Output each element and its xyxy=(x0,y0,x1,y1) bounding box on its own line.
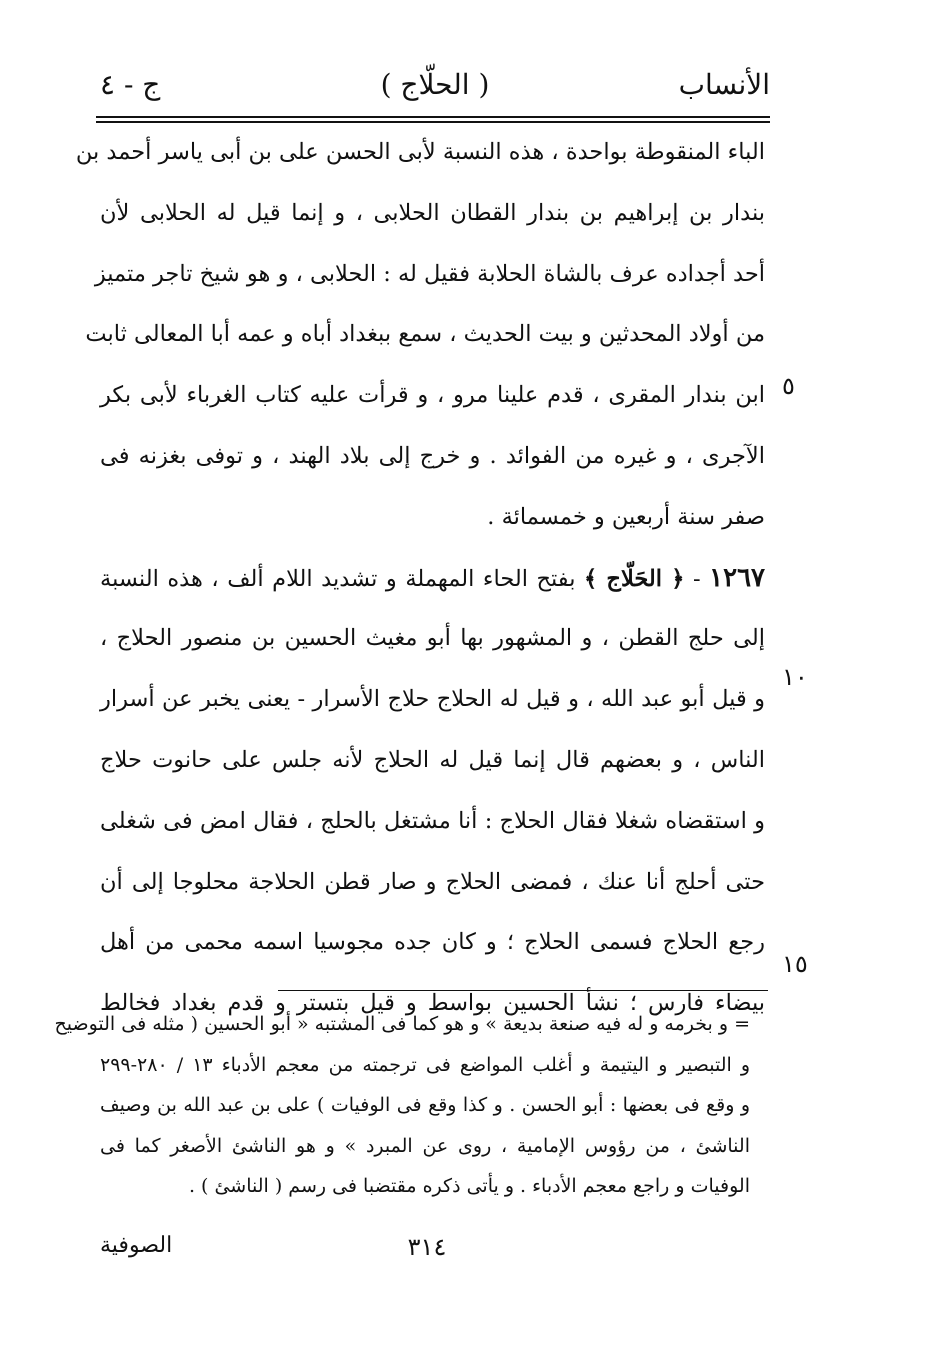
footnote-line: و التبصير و اليتيمة و أغلب المواضع فى ترجمته من معجم الأدباء ١٣ / ٢٨٠-٢٩٩ xyxy=(100,1053,751,1076)
text-line: و قيل أبو عبد الله ، و قيل له الحلاج حلاج الأسرار - يعنى يخبر عن أسرار xyxy=(100,686,765,713)
footnote-line: = و بخرمه و له فيه صنعة بديعة » و هو كما فى المشتبه « أبو الحسين ( مثله فى التوضيح xyxy=(54,1013,750,1035)
footnote-body xyxy=(54,1004,751,1207)
text-line: بندار بن إبراهيم بن بندار القطان الحلابى ، و إنما قيل له الحلابى لأن xyxy=(100,199,765,226)
text-line: بيضاء فارس ؛ نشأ الحسين بواسط و قيل بتستر و قدم بغداد فخالط xyxy=(100,990,765,1017)
entry-term: ﴿ الحَلّاج ﴾ xyxy=(584,565,685,592)
line-number-5: ٥ xyxy=(782,372,795,400)
footnote-line: الناشئ ، من رؤوس الإمامية ، روى عن المبرد » و هو الناشئ الأصغر كما فى xyxy=(100,1134,750,1157)
signature-mark: الصوفية xyxy=(100,1233,173,1258)
entry-heading-line xyxy=(100,548,765,609)
text-line: إلى حلج القطن ، و المشهور بها أبو مغيث الحسين بن منصور الحلاج ، xyxy=(100,625,765,652)
text-line: حتى أحلج أنا عنك ، فمضى الحلاج و صار قطن الحلاجة محلوجا إلى أن xyxy=(100,868,765,895)
entry-number: ١٢٦٧ xyxy=(709,562,766,593)
main-text-body xyxy=(75,122,766,1034)
header-rule xyxy=(96,116,770,118)
line-number-10: ١٠ xyxy=(782,663,808,691)
header-book-title: الأنساب xyxy=(678,68,770,101)
text-line: الناس ، و بعضهم قال إنما قيل له الحلاج لأنه جلس على حانوت حلاج xyxy=(100,746,765,773)
footnote-separator xyxy=(278,990,768,991)
line-number-15: ١٥ xyxy=(782,950,808,978)
header-entry-title: ( الحلّاج ) xyxy=(380,68,490,101)
text-line: أحد أجداده عرف بالشاة الحلابة فقيل له : الحلابى ، و هو شيخ تاجر متميز xyxy=(94,260,765,287)
entry-first-line: بفتح الحاء المهملة و تشديد اللام ألف ، هذه النسبة xyxy=(100,565,576,592)
footnote-line: الوفيات و راجع معجم الأدباء . و يأتى ذكره مقتضبا فى رسم ( الناشئ ) . xyxy=(188,1175,750,1197)
text-line: الباء المنقوطة بواحدة ، هذه النسبة لأبى الحسن على بن أبى ياسر أحمد بن xyxy=(75,139,765,165)
entry-dash: - xyxy=(692,565,701,592)
page-number: ٣١٤ xyxy=(407,1233,447,1261)
header-volume-number: ج - ٤ xyxy=(100,68,161,101)
text-line: رجع الحلاج فسمى الحلاج ؛ و كان جده مجوسيا اسمه محمى من أهل xyxy=(100,929,765,956)
text-line: ابن بندار المقرى ، قدم علينا مرو ، و قرأت عليه كتاب الغرباء لأبى بكر xyxy=(100,382,765,409)
text-line: و استقضاه شغلا فقال الحلاج : أنا مشتغل بالحلج ، فقال امض فى شغلى xyxy=(100,807,765,834)
running-header xyxy=(100,60,770,110)
text-line: الآجرى ، و غيره من الفوائد . و خرج إلى بلاد الهند ، و توفى بغزنه فى xyxy=(100,442,765,469)
text-line: من أولاد المحدثين و بيت الحديث ، سمع ببغداد أباه و عمه أبا المعالى ثابت xyxy=(85,321,765,348)
footnote-line: و وقع فى بعضها : أبو الحسن . و كذا وقع فى الوفيات ) على بن عبد الله بن وصيف xyxy=(100,1094,750,1116)
text-line: صفر سنة أربعين و خمسمائة . xyxy=(487,503,765,530)
